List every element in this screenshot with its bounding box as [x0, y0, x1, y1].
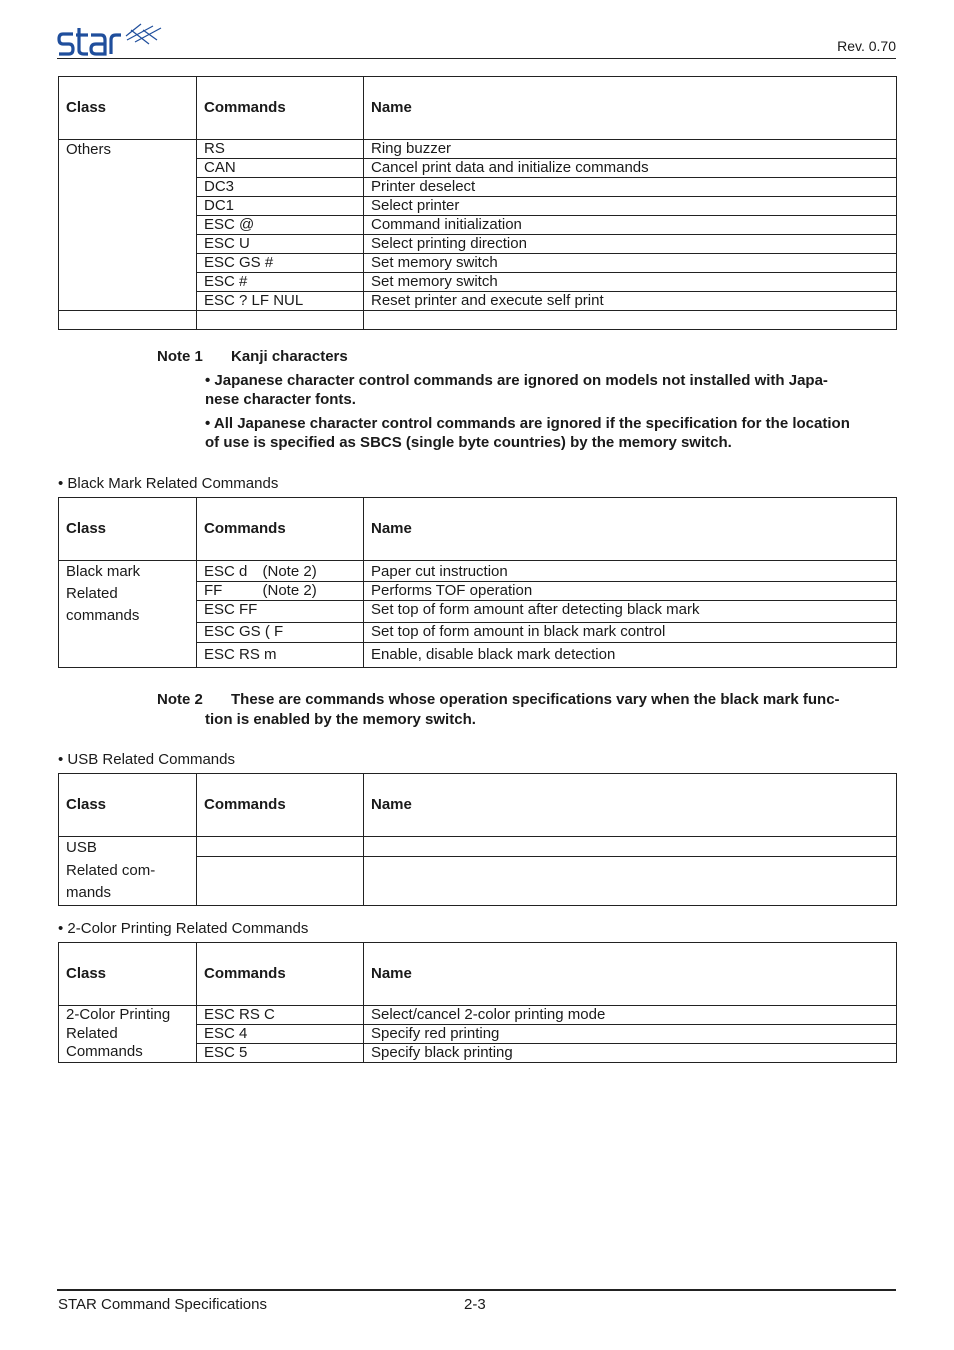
command-cell: ESC #: [197, 273, 364, 292]
command-cell: RS: [197, 140, 364, 159]
class-line: Related: [66, 585, 118, 602]
command-cell: DC3: [197, 178, 364, 197]
class-line: Commands: [66, 1043, 143, 1060]
command-cell: [197, 856, 364, 905]
table-header-row: [59, 77, 897, 140]
name-cell: Enable, disable black mark detection: [364, 643, 897, 668]
note1-line: • All Japanese character control commands are ignored if the specification for the location: [205, 415, 850, 432]
command-cell: [197, 561, 364, 582]
class-cell: [59, 1006, 197, 1063]
name-cell: Specify black printing: [364, 1044, 897, 1063]
header-class: Class: [59, 77, 197, 140]
note-ref: (Note 2): [262, 563, 317, 580]
table-row: [59, 561, 897, 582]
table-row: [59, 1006, 897, 1025]
command-text: ESC d: [204, 563, 248, 580]
header-class: Class: [59, 943, 197, 1006]
two-color-commands-table: [58, 942, 897, 1063]
name-cell: Set memory switch: [364, 254, 897, 273]
command-cell: ESC 5: [197, 1044, 364, 1063]
command-cell: ESC RS C: [197, 1006, 364, 1025]
name-cell: [364, 856, 897, 905]
section-heading-2color: • 2-Color Printing Related Commands: [58, 920, 309, 937]
command-cell: ESC @: [197, 216, 364, 235]
name-cell: Ring buzzer: [364, 140, 897, 159]
section-heading-usb: • USB Related Commands: [58, 751, 235, 768]
class-line: commands: [66, 607, 140, 624]
revision-label: Rev. 0.70: [837, 38, 896, 54]
header-name: Name: [364, 943, 897, 1006]
footer-title: STAR Command Specifications: [58, 1296, 267, 1313]
table-row-empty: [59, 311, 897, 330]
command-cell: ESC ? LF NUL: [197, 292, 364, 311]
note1-line: • Japanese character control commands are ignored on models not installed with Japa-: [205, 372, 828, 389]
class-line: Related: [66, 1024, 118, 1042]
class-line: Black mark: [66, 563, 141, 580]
name-cell: Specify red printing: [364, 1025, 897, 1044]
name-cell: Paper cut instruction: [364, 561, 897, 582]
table-header-row: [59, 498, 897, 561]
note2-label: Note 2: [157, 691, 203, 708]
name-cell: Cancel print data and initialize commands: [364, 159, 897, 178]
empty-cell: [364, 311, 897, 330]
header-name: Name: [364, 774, 897, 837]
black-mark-commands-table: [58, 497, 897, 668]
class-cell: Others: [59, 140, 197, 311]
note1-title: Kanji characters: [231, 348, 348, 365]
class-line: USB: [66, 839, 97, 856]
header-commands: Commands: [197, 498, 364, 561]
name-cell: Set memory switch: [364, 273, 897, 292]
command-text: FF: [204, 582, 223, 599]
header-rule: [57, 58, 896, 59]
command-cell: ESC GS #: [197, 254, 364, 273]
class-line: mands: [66, 884, 112, 901]
note2-line: These are commands whose operation specifications vary when the black mark func-: [231, 691, 840, 708]
command-cell: ESC RS m: [197, 643, 364, 668]
note2-line: tion is enabled by the memory switch.: [205, 711, 476, 728]
star-logo: [57, 22, 175, 62]
header-name: Name: [364, 498, 897, 561]
name-cell: Set top of form amount in black mark control: [364, 623, 897, 643]
name-cell: Performs TOF operation: [364, 582, 897, 601]
class-cell: [59, 561, 197, 668]
note1-label: Note 1: [157, 348, 203, 365]
table-header-row: [59, 774, 897, 837]
header-name: Name: [364, 77, 897, 140]
note1-line: nese character fonts.: [205, 391, 356, 408]
table-header-row: [59, 943, 897, 1006]
name-cell: Select printer: [364, 197, 897, 216]
class-cell: [59, 837, 197, 906]
note1-line: of use is specified as SBCS (single byte countries) by the memory switch.: [205, 434, 732, 451]
footer-rule: [57, 1289, 896, 1291]
table-row: [59, 140, 897, 159]
usb-commands-table: [58, 773, 897, 906]
section-heading-black-mark: • Black Mark Related Commands: [58, 475, 279, 492]
empty-cell: [197, 311, 364, 330]
command-cell: [197, 837, 364, 857]
note-ref: (Note 2): [262, 582, 317, 599]
command-cell: DC1: [197, 197, 364, 216]
command-cell: ESC GS ( F: [197, 623, 364, 643]
command-cell: ESC U: [197, 235, 364, 254]
empty-cell: [59, 311, 197, 330]
name-cell: Set top of form amount after detecting black mark: [364, 601, 897, 623]
name-cell: Printer deselect: [364, 178, 897, 197]
header-class: Class: [59, 774, 197, 837]
others-commands-table: [58, 76, 897, 330]
name-cell: Select/cancel 2-color printing mode: [364, 1006, 897, 1025]
name-cell: Command initialization: [364, 216, 897, 235]
class-line: Related com-: [66, 861, 156, 879]
class-line: 2-Color Printing: [66, 1006, 171, 1023]
header-commands: Commands: [197, 943, 364, 1006]
command-cell: [197, 582, 364, 601]
header-commands: Commands: [197, 77, 364, 140]
page-number: 2-3: [464, 1296, 486, 1313]
header-class: Class: [59, 498, 197, 561]
name-cell: Select printing direction: [364, 235, 897, 254]
header-commands: Commands: [197, 774, 364, 837]
name-cell: [364, 837, 897, 857]
table-row: [59, 837, 897, 857]
name-cell: Reset printer and execute self print: [364, 292, 897, 311]
command-cell: ESC FF: [197, 601, 364, 623]
command-cell: ESC 4: [197, 1025, 364, 1044]
command-cell: CAN: [197, 159, 364, 178]
